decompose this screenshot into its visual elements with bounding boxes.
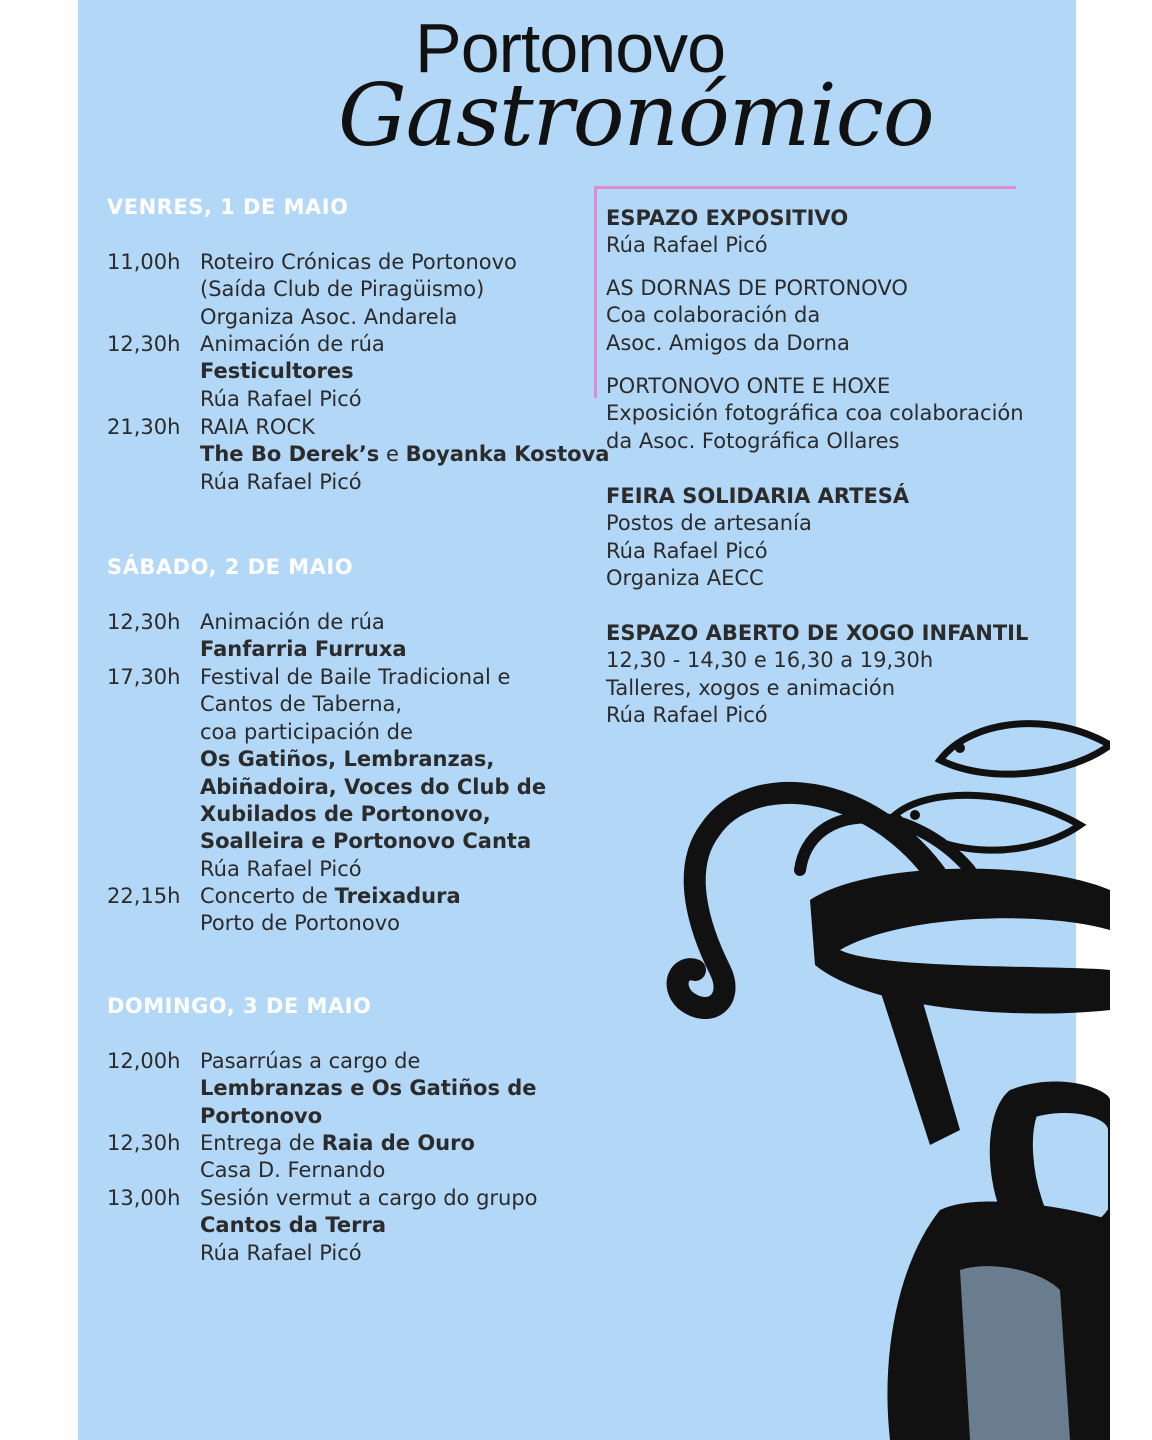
event-line: RAIA ROCK [200, 415, 315, 439]
info-heading: FEIRA SOLIDARIA ARTESÁ [606, 484, 910, 508]
event-line: Animación de rúa [200, 332, 385, 356]
event-line: Casa D. Fernando [200, 1158, 386, 1183]
event-time: 12,00h [107, 1049, 181, 1073]
event-line: Entrega de Raia de Ouro [200, 1131, 475, 1155]
event-line [200, 1212, 587, 1239]
fish-illustration [940, 724, 1110, 775]
event-time: 17,30h [107, 665, 181, 689]
event-line: Pasarrúas a cargo de [200, 1049, 421, 1073]
event-highlight: Boyanka Kostova [405, 442, 610, 467]
event-highlight: Treixadura [334, 884, 461, 908]
title-gastronomico: Gastronómico [338, 66, 934, 166]
info-heading: AS DORNAS DE PORTONOVO [606, 276, 908, 300]
day-1-label: VENRES, 1 DE MAIO [107, 195, 349, 219]
event-line [200, 358, 587, 385]
event-line [200, 774, 587, 801]
accent-line-vertical [594, 186, 597, 398]
fish-eye [910, 810, 920, 820]
event-line: The Bo Derek’s e Boyanka Kostova [200, 442, 610, 467]
event-time: 12,30h [107, 332, 181, 356]
event-time: 22,15h [107, 884, 181, 908]
event-item [107, 883, 587, 938]
event-highlight: Abiñadoira, Voces do Club de [200, 774, 547, 799]
event-line: Organiza Asoc. Andarela [200, 304, 458, 329]
info-line: Postos de artesanía [606, 511, 812, 536]
event-item [107, 414, 610, 496]
event-line [200, 1075, 587, 1102]
event-line: Roteiro Crónicas de Portonovo [200, 250, 517, 274]
event-line: Rúa Rafael Picó [200, 1240, 362, 1265]
event-line: Porto de Portonovo [200, 911, 400, 936]
info-block [606, 205, 848, 260]
info-line: Organiza AECC [606, 566, 764, 591]
event-line [200, 801, 587, 828]
info-line: Talleres, xogos e animación [606, 675, 896, 700]
event-highlight: Os Gatiños, Lembranzas, [200, 747, 495, 772]
event-item [107, 1130, 587, 1185]
event-time: 21,30h [107, 415, 181, 439]
info-line: Rúa Rafael Picó [606, 538, 768, 563]
info-block [606, 373, 1024, 455]
day-2-label: SÁBADO, 2 DE MAIO [107, 555, 354, 579]
event-highlight: Raia de Ouro [321, 1131, 475, 1155]
woman-with-basket-illustration [640, 570, 1110, 1440]
event-line: Rúa Rafael Picó [200, 469, 362, 494]
event-line: Animación de rúa [200, 610, 385, 634]
event-highlight: Cantos da Terra [200, 1213, 386, 1238]
event-item [107, 331, 587, 413]
event-line [200, 636, 587, 663]
event-highlight: Lembranzas e Os Gatiños de [200, 1076, 537, 1101]
fish-eye [955, 743, 965, 753]
event-line: coa participación de [200, 719, 413, 744]
event-time: 12,30h [107, 610, 181, 634]
info-line: Coa colaboración da [606, 303, 821, 328]
info-line: Exposición fotográfica coa colaboración [606, 401, 1024, 426]
event-line: Concerto de Treixadura [200, 884, 461, 908]
info-heading: ESPAZO ABERTO DE XOGO INFANTIL [606, 621, 1029, 645]
event-line: Rúa Rafael Picó [200, 386, 362, 411]
event-line: (Saída Club de Piragüismo) [200, 277, 485, 302]
event-highlight: Portonovo [200, 1103, 323, 1128]
event-time: 12,30h [107, 1131, 181, 1155]
event-time: 13,00h [107, 1186, 181, 1210]
event-item [107, 609, 587, 664]
basket-illustration [810, 869, 1110, 1014]
event-highlight: The Bo Derek’s [200, 442, 380, 467]
event-highlight: Xubilados de Portonovo, [200, 802, 491, 827]
event-line [200, 746, 587, 773]
event-line: Cantos de Taberna, [200, 692, 403, 717]
info-line: Rúa Rafael Picó [606, 703, 768, 728]
event-item [107, 249, 587, 331]
event-item [107, 664, 587, 883]
event-highlight: Fanfarria Furruxa [200, 637, 407, 662]
info-heading: ESPAZO EXPOSITIVO [606, 206, 849, 230]
title-portonovo: Portonovo [415, 9, 726, 87]
info-line: 12,30 - 14,30 e 16,30 a 19,30h [606, 648, 934, 673]
info-line: da Asoc. Fotográfica Ollares [606, 428, 900, 453]
fish-illustration [895, 795, 1080, 850]
event-line [200, 828, 587, 855]
body-highlight [960, 1266, 1070, 1440]
event-item [107, 1185, 587, 1267]
event-time: 11,00h [107, 250, 181, 274]
day-3-label: DOMINGO, 3 DE MAIO [107, 994, 372, 1018]
event-line: Rúa Rafael Picó [200, 856, 362, 881]
info-line: Rúa Rafael Picó [606, 233, 768, 258]
event-line: Sesión vermut a cargo do grupo [200, 1186, 538, 1210]
event-highlight: Soalleira e Portonovo Canta [200, 829, 532, 854]
event-line [200, 1103, 587, 1130]
info-heading: PORTONOVO ONTE E HOXE [606, 374, 891, 398]
accent-line-horizontal [594, 186, 1016, 189]
info-line: Asoc. Amigos da Dorna [606, 330, 850, 355]
event-line: Festival de Baile Tradicional e [200, 665, 511, 689]
info-block [606, 275, 908, 357]
event-item [107, 1048, 587, 1130]
event-highlight: Festicultores [200, 359, 354, 384]
